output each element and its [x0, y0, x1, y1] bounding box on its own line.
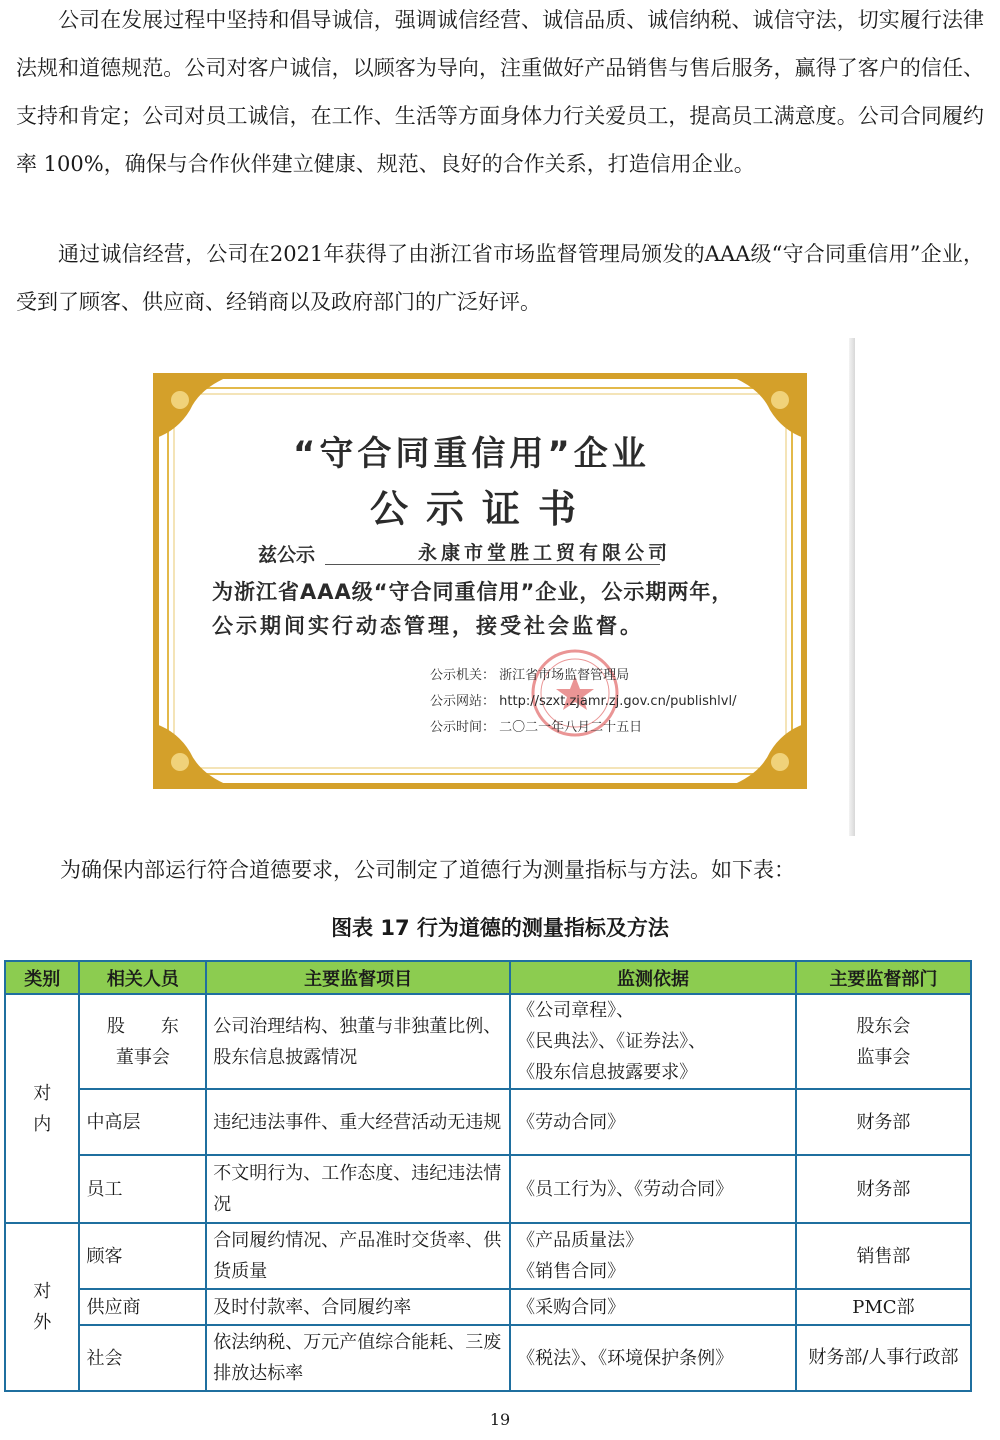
header-items: 主要监督项目: [206, 961, 510, 994]
department-cell: 财务部/人事行政部: [796, 1325, 971, 1391]
header-people: 相关人员: [79, 961, 206, 994]
ethics-measurement-table: [4, 960, 972, 1392]
header-department: 主要监督部门: [796, 961, 971, 994]
company-underline: [325, 564, 660, 565]
header-category: 类别: [5, 961, 79, 994]
people-cell: 中高层: [79, 1089, 206, 1155]
category-cell: 对 内: [5, 994, 79, 1223]
certificate-image: [120, 338, 855, 836]
items-cell: 不文明行为、工作态度、违纪违法情况: [206, 1155, 510, 1223]
items-cell: 依法纳税、万元产值综合能耗、三废排放达标率: [206, 1325, 510, 1391]
people-cell: 供应商: [79, 1289, 206, 1325]
basis-cell: 《公司章程》、 《民典法》、《证券法》、 《股东信息披露要求》: [510, 994, 796, 1089]
table-row: [5, 1155, 971, 1223]
certificate-website: 公示网站： http://szxt.zjamr.zj.gov.cn/publishlvl/: [430, 694, 737, 709]
award-paragraph: 通过诚信经营，公司在2021年获得了由浙江省市场监督管理局颁发的AAA级“守合同重信用”企业，受到了顾客、供应商、经销商以及政府部门的广泛好评。: [16, 242, 984, 314]
table-row: [5, 994, 971, 1089]
basis-cell: 《员工行为》、《劳动合同》: [510, 1155, 796, 1223]
people-cell: 社会: [79, 1325, 206, 1391]
table-intro-paragraph: 为确保内部运行符合道德要求，公司制定了道德行为测量指标与方法。如下表：: [60, 858, 795, 882]
certificate-statement-line2: 公示期间实行动态管理，接受社会监督。: [212, 614, 644, 638]
certificate-statement-line1: 为浙江省AAA级“守合同重信用”企业，公示期两年，: [212, 580, 734, 604]
people-cell: 股 东 董事会: [79, 994, 206, 1089]
department-cell: PMC部: [796, 1289, 971, 1325]
header-basis: 监测依据: [510, 961, 796, 994]
department-cell: 股东会 监事会: [796, 994, 971, 1089]
department-cell: 财务部: [796, 1155, 971, 1223]
basis-cell: 《税法》、《环境保护条例》: [510, 1325, 796, 1391]
table-header-row: [5, 961, 971, 994]
certificate-company: 永康市堂胜工贸有限公司: [418, 542, 672, 564]
table-row: [5, 1089, 971, 1155]
page-number: 19: [489, 1410, 511, 1429]
basis-cell: 《劳动合同》: [510, 1089, 796, 1155]
category-cell: 对 外: [5, 1223, 79, 1391]
items-cell: 公司治理结构、独董与非独董比例、股东信息披露情况: [206, 994, 510, 1089]
people-cell: 顾客: [79, 1223, 206, 1289]
certificate-title: “守合同重信用”企业: [293, 434, 650, 474]
certificate-authority: 公示机关： 浙江省市场监督管理局: [430, 668, 630, 683]
certificate-date: 公示时间： 二〇二一年八月二十五日: [430, 720, 643, 735]
intro-paragraph: 公司在发展过程中坚持和倡导诚信，强调诚信经营、诚信品质、诚信纳税、诚信守法，切实履行法律法规和道德规范。公司对客户诚信，以顾客为导向，注重做好产品销售与售后服务，赢得了客户的信任、支持和肯定；公司对员工诚信，在工作、生活等方面身体力行关爱员工，提高员工满意度。公司合同履约率 100%，确保与合作伙伴建立健康、规范、良好的合作关系，打造信用企业。: [16, 8, 984, 176]
people-cell: 员工: [79, 1155, 206, 1223]
department-cell: 销售部: [796, 1223, 971, 1289]
table-row: [5, 1289, 971, 1325]
department-cell: 财务部: [796, 1089, 971, 1155]
items-cell: 违纪违法事件、重大经营活动无违规: [206, 1089, 510, 1155]
certificate-subtitle: 公示证书: [370, 487, 595, 531]
items-cell: 合同履约情况、产品准时交货率、供货质量: [206, 1223, 510, 1289]
items-cell: 及时付款率、合同履约率: [206, 1289, 510, 1325]
table-row: [5, 1325, 971, 1391]
certificate-prefix: 兹公示: [258, 544, 316, 566]
table-caption: 图表 17 行为道德的测量指标及方法: [331, 916, 669, 940]
basis-cell: 《采购合同》: [510, 1289, 796, 1325]
table-row: [5, 1223, 971, 1289]
basis-cell: 《产品质量法》 《销售合同》: [510, 1223, 796, 1289]
